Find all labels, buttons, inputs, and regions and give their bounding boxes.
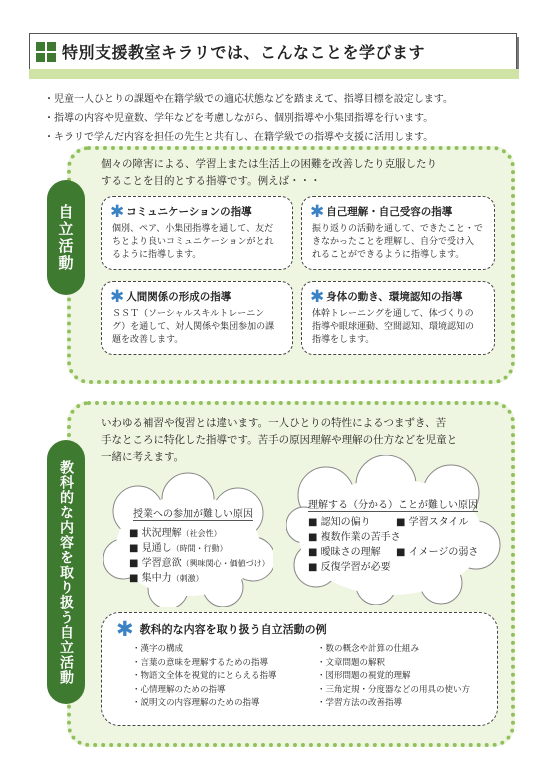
box-line: 指導や眼球運動、空間認知、環境認知の (312, 322, 475, 332)
green-squares-icon (36, 42, 56, 62)
title-underline (29, 69, 519, 79)
cloud-title: 理解する（分かる）ことが難しい原因 (308, 496, 478, 512)
box-self-understanding (301, 196, 495, 270)
cloud-item: ■ 見通し（時間・行動） (129, 543, 228, 554)
intro-list (44, 90, 453, 147)
example-item: ・言葉の意味を理解するための指導 (132, 657, 269, 668)
cloud-item: ■ 状況理解（社会性） (129, 528, 222, 539)
asterisk-icon: ✱ (310, 286, 325, 307)
box-communication (101, 196, 293, 270)
section-kyoka-jiritsu (67, 401, 515, 747)
box-line: 個別、ペア、小集団指導を通して、友だ (112, 224, 274, 234)
box-line: ちとより良いコミュニケーションがとれ (112, 237, 274, 247)
section2-intro-line: いわゆる補習や復習とは違います。一人ひとりの特性によるつまずき、苦 (101, 417, 447, 429)
box-body (312, 223, 490, 262)
cloud-title: 授業への参加が難しい原因 (133, 505, 253, 521)
page-title: 特別支援教室キラリでは、こんなことを学びます (62, 43, 426, 62)
cloud-item: ■ 認知の偏り (308, 517, 371, 528)
cloud-list (129, 526, 270, 586)
example-item: ・三角定規・分度器などの用具の使い方 (317, 684, 471, 695)
examples-left (132, 643, 277, 711)
asterisk-icon: ✱ (110, 286, 125, 307)
title-box (29, 33, 517, 71)
example-item: ・漢字の構成 (132, 644, 184, 654)
box-human-relations (101, 281, 293, 355)
box-line: きなかったことを理解し、自分で受け入 (312, 237, 475, 247)
box-line: 体幹トレーニングを通して、体づくりの (312, 309, 474, 319)
section1-intro-line: することを目的とする指導です。例えば・・・ (101, 175, 321, 187)
box-body (312, 308, 490, 347)
box-title (110, 286, 232, 307)
box-line: グ）を通して、対人関係や集団参加の課 (112, 322, 275, 332)
cloud-item: ■ イメージの弱さ (396, 547, 479, 558)
section1-label: 自立活動 (47, 180, 85, 295)
box-title-text: 自己理解・自己受容の指導 (326, 206, 453, 218)
examples-right (317, 643, 470, 711)
section2-intro-line: 手なところに特化した指導です。苦手の原因理解や理解の仕方などを児童と (101, 434, 458, 446)
box-title (310, 286, 463, 307)
example-item: ・心情理解のための指導 (132, 684, 226, 695)
box-line: 指導をします。 (312, 335, 375, 345)
cloud-item: ■ 集中力（刺激） (129, 573, 204, 584)
cloud-row (308, 515, 498, 530)
cloud-participation (103, 471, 273, 607)
box-body (112, 308, 287, 347)
example-item: ・文章問題の解釈 (317, 657, 386, 668)
section2-intro-line: 一緒に考えます。 (101, 451, 185, 463)
asterisk-icon: ✱ (116, 617, 134, 641)
box-line: 振り返りの活動を通して、できたこと・で (312, 224, 483, 234)
cloud-list (308, 515, 498, 575)
section2-label: 教科的な内容を取り扱う自立活動 (47, 440, 85, 704)
section1-intro-line: 個々の障害による、学習上または生活上の困難を改善したり克服したり (101, 158, 437, 170)
asterisk-icon: ✱ (310, 201, 325, 222)
box-title (310, 201, 453, 222)
example-item: ・図形問題の視覚的理解 (317, 671, 411, 681)
box-line: 題を改善します。 (112, 335, 184, 345)
cloud-row (308, 545, 498, 560)
example-item: ・数の概念や計算の仕組み (317, 644, 420, 654)
box-body (112, 223, 287, 262)
section1-intro (101, 156, 437, 190)
cloud-item: ■ 複数作業の苦手さ (308, 532, 401, 543)
box-line: るように指導します。 (112, 250, 202, 260)
intro-item: ・キラリで学んだ内容を担任の先生と共有し、在籍学級での指導や支援に活用します。 (44, 132, 434, 143)
intro-item: ・指導の内容や児童数、学年などを考慮しながら、個別指導や小集団指導を行います。 (44, 113, 434, 124)
cloud-item: ■ 反復学習が必要 (308, 562, 391, 573)
cloud-understanding (286, 455, 501, 605)
section-jiritsu-katsudo (67, 146, 515, 384)
box-title-text: 人間関係の形成の指導 (126, 291, 232, 303)
asterisk-icon: ✱ (110, 201, 125, 222)
examples-title (116, 617, 327, 641)
example-item: ・説明文の内容理解のための指導 (132, 698, 260, 708)
cloud-item: ■ 曖昧さの理解 (308, 547, 381, 558)
box-body-movement (301, 281, 495, 355)
intro-item: ・児童一人ひとりの課題や在籍学級での適応状態などを踏まえて、指導目標を設定します。 (44, 94, 453, 105)
examples-box (101, 612, 498, 726)
cloud-item: ■ 学習意欲（興味関心・価値づけ） (129, 558, 270, 569)
box-line: れることができるように指導します。 (312, 250, 465, 260)
box-title-text: コミュニケーションの指導 (126, 206, 252, 218)
box-line: ＳＳＴ（ソーシャルスキルトレーニン (112, 309, 265, 319)
box-title (110, 201, 252, 222)
examples-title-text: 教科的な内容を取り扱う自立活動の例 (139, 623, 327, 636)
cloud-item: ■ 学習スタイル (396, 517, 469, 528)
example-item: ・物語文全体を視覚的にとらえる指導 (132, 671, 277, 681)
example-item: ・学習方法の改善指導 (317, 698, 403, 708)
box-title-text: 身体の動き、環境認知の指導 (326, 291, 463, 303)
